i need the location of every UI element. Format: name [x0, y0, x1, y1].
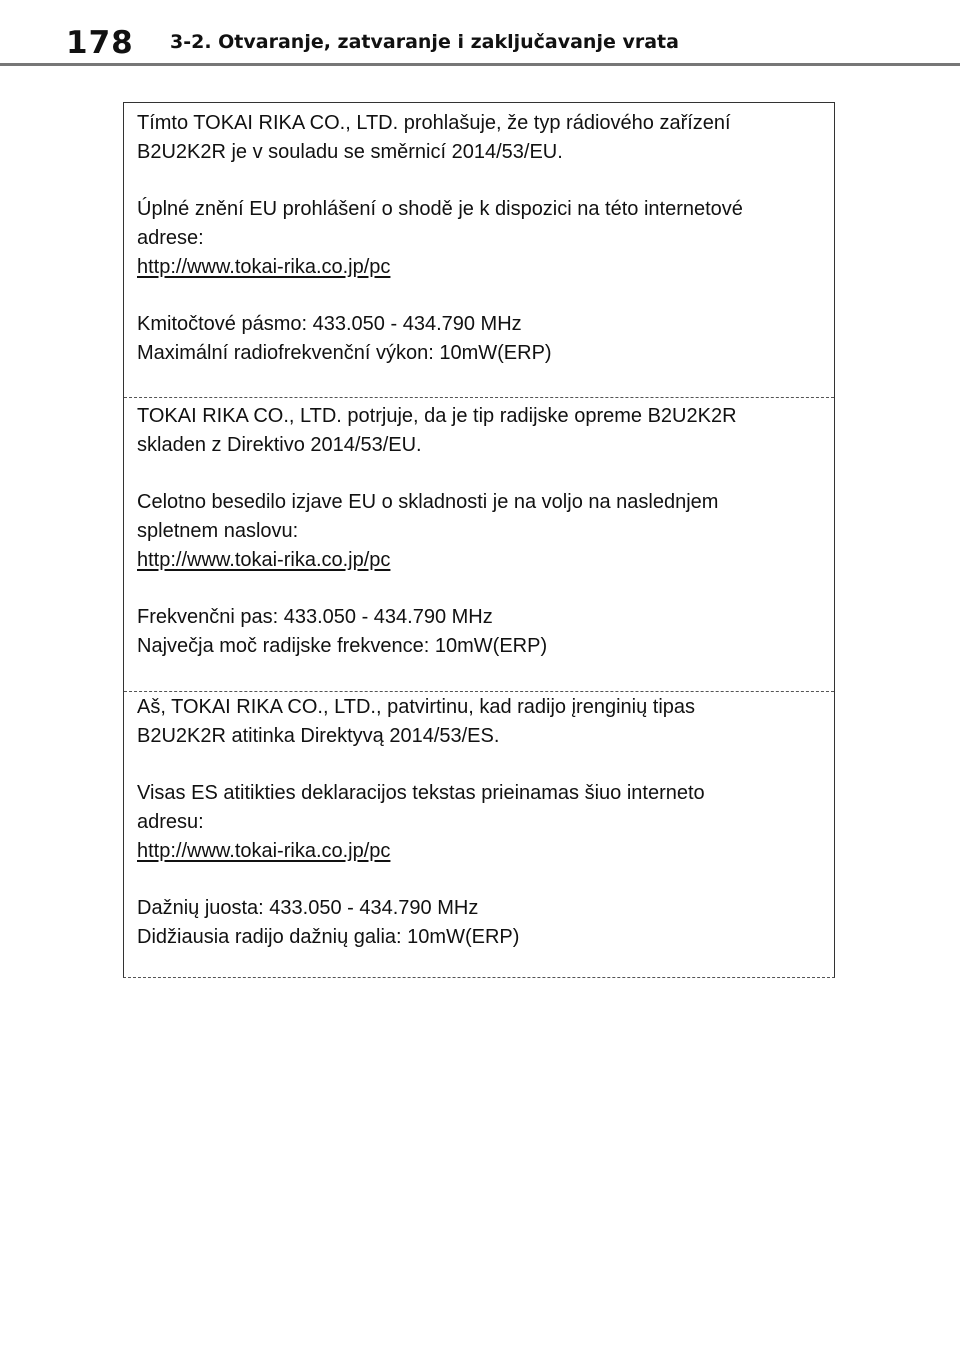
availability-paragraph — [137, 195, 804, 253]
text-line: Visas ES atitikties deklaracijos tekstas prieinamas šiuo interneto — [137, 782, 705, 804]
text-line: adresu: — [137, 811, 204, 833]
statement-paragraph — [137, 693, 804, 751]
text-line: adrese: — [137, 227, 204, 249]
frequency-band: Dažnių juosta: 433.050 - 434.790 MHz — [137, 897, 479, 919]
text-line: skladen z Direktivo 2014/53/EU. — [137, 434, 422, 456]
max-power: Maximální radiofrekvenční výkon: 10mW(ERP) — [137, 342, 552, 364]
max-power: Didžiausia radijo dažnių galia: 10mW(ERP) — [137, 926, 520, 948]
text-line: B2U2K2R atitinka Direktyvą 2014/53/ES. — [137, 725, 500, 747]
frequency-band: Kmitočtové pásmo: 433.050 - 434.790 MHz — [137, 313, 522, 335]
text-line: Tímto TOKAI RIKA CO., LTD. prohlašuje, že typ rádiového zařízení — [137, 112, 731, 134]
declaration-slovenian — [124, 397, 834, 691]
text-line: TOKAI RIKA CO., LTD. potrjuje, da je tip radijske opreme B2U2K2R — [137, 405, 737, 427]
statement-paragraph — [137, 402, 804, 460]
statement-paragraph — [137, 109, 804, 167]
availability-paragraph — [137, 488, 804, 546]
frequency-band: Frekvenčni pas: 433.050 - 434.790 MHz — [137, 606, 493, 628]
page-number: 178 — [66, 25, 134, 61]
declaration-czech — [124, 103, 834, 397]
text-line: Úplné znění EU prohlášení o shodě je k dispozici na této internetové — [137, 198, 743, 220]
section-title: 3-2. Otvaranje, zatvaranje i zaključavanje vrata — [170, 31, 679, 53]
declaration-url-link[interactable]: http://www.tokai-rika.co.jp/pc — [137, 840, 391, 862]
text-line: B2U2K2R je v souladu se směrnicí 2014/53/EU. — [137, 141, 563, 163]
declaration-url-link[interactable]: http://www.tokai-rika.co.jp/pc — [137, 256, 391, 278]
declaration-box — [123, 102, 835, 978]
page-header — [0, 0, 960, 64]
availability-paragraph — [137, 779, 804, 837]
text-line: Celotno besedilo izjave EU o skladnosti je na voljo na naslednjem — [137, 491, 719, 513]
declaration-lithuanian — [124, 691, 834, 977]
text-line: spletnem naslovu: — [137, 520, 299, 542]
text-line: Aš, TOKAI RIKA CO., LTD., patvirtinu, kad radijo įrenginių tipas — [137, 696, 696, 718]
max-power: Največja moč radijske frekvence: 10mW(ERP) — [137, 635, 548, 657]
declaration-url-link[interactable]: http://www.tokai-rika.co.jp/pc — [137, 549, 391, 571]
header-divider — [0, 63, 960, 66]
